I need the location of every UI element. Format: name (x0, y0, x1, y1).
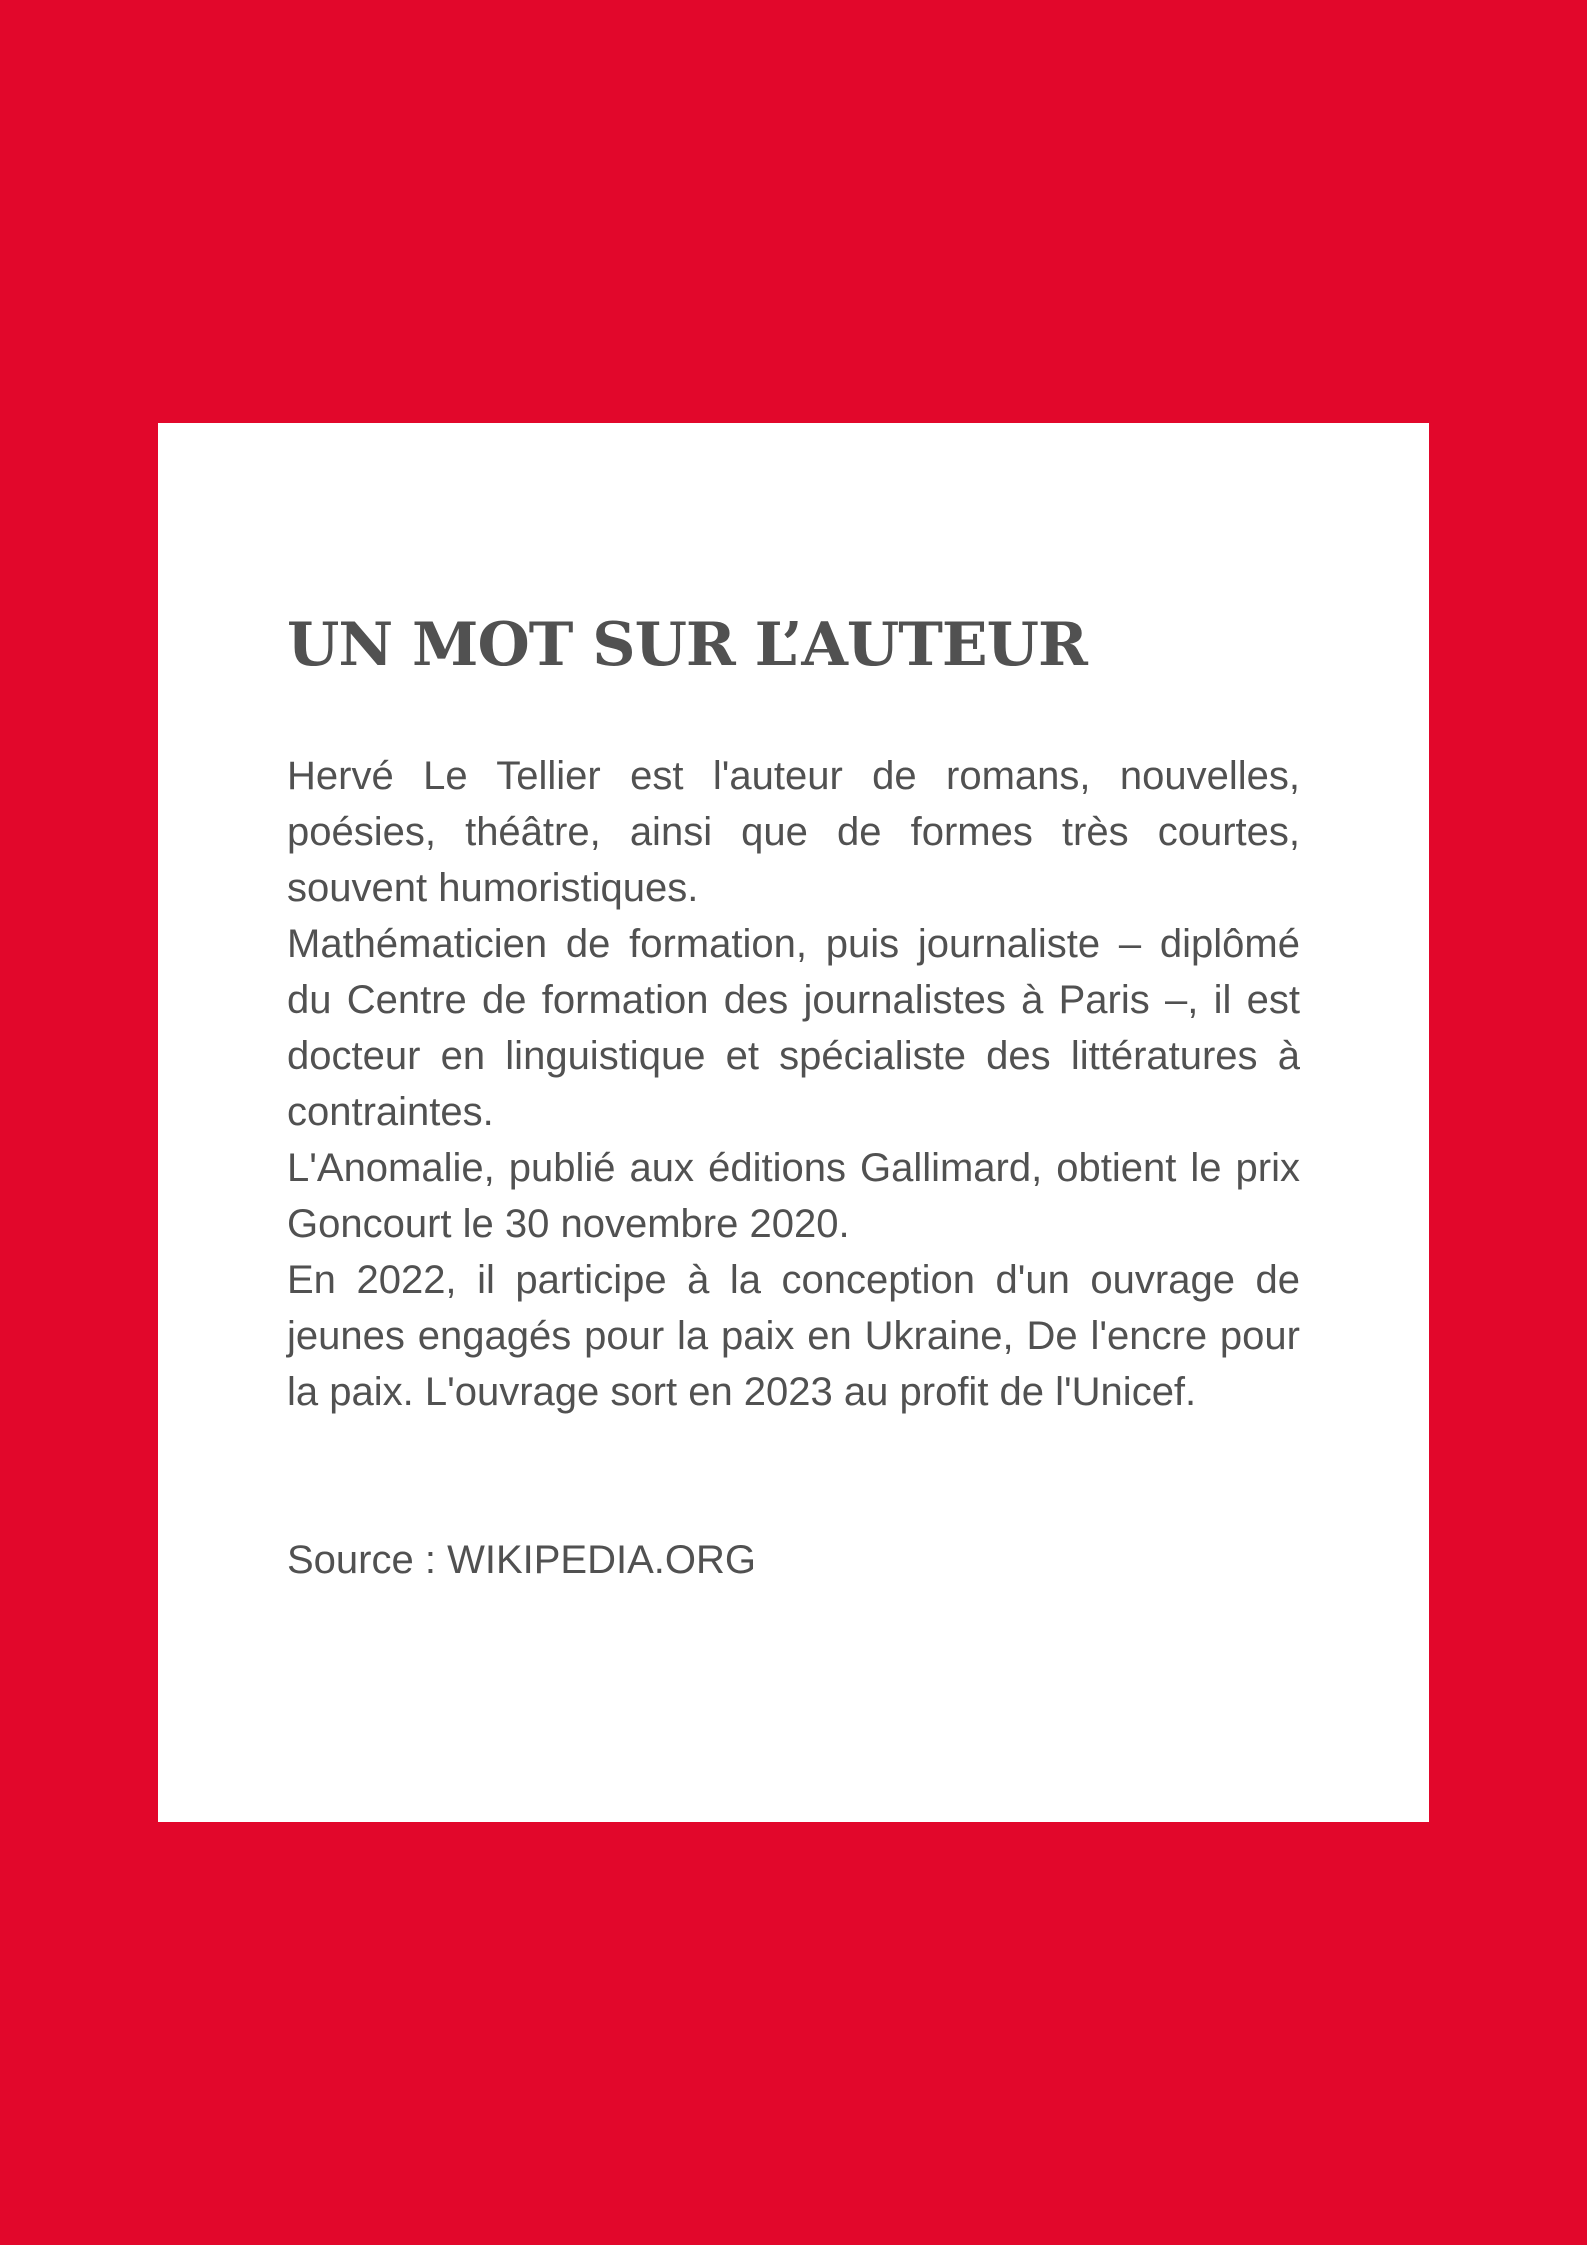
author-bio (287, 748, 1300, 1420)
bio-paragraph: Mathématicien de formation, puis journaliste – diplômé du Centre de formation des journalistes à Paris –, il est docteur en linguistique et spécialiste des littératures à contraintes. (287, 922, 1300, 1134)
source-credit: Source : WIKIPEDIA.ORG (287, 1538, 757, 1582)
card-content (287, 611, 1300, 1588)
bio-paragraph: En 2022, il participe à la conception d'un ouvrage de jeunes engagés pour la paix en Ukraine, De l'encre pour la paix. L'ouvrage sort en 2023 au profit de l'Unicef. (287, 1258, 1300, 1414)
bio-paragraph: L'Anomalie, publié aux éditions Gallimard, obtient le prix Goncourt le 30 novembre 2020. (287, 1146, 1300, 1246)
page-title: UN MOT SUR L’AUTEUR (287, 610, 1087, 680)
author-card (158, 423, 1429, 1822)
bio-paragraph: Hervé Le Tellier est l'auteur de romans, nouvelles, poésies, théâtre, ainsi que de formes très courtes, souvent humoristiques. (287, 754, 1300, 910)
